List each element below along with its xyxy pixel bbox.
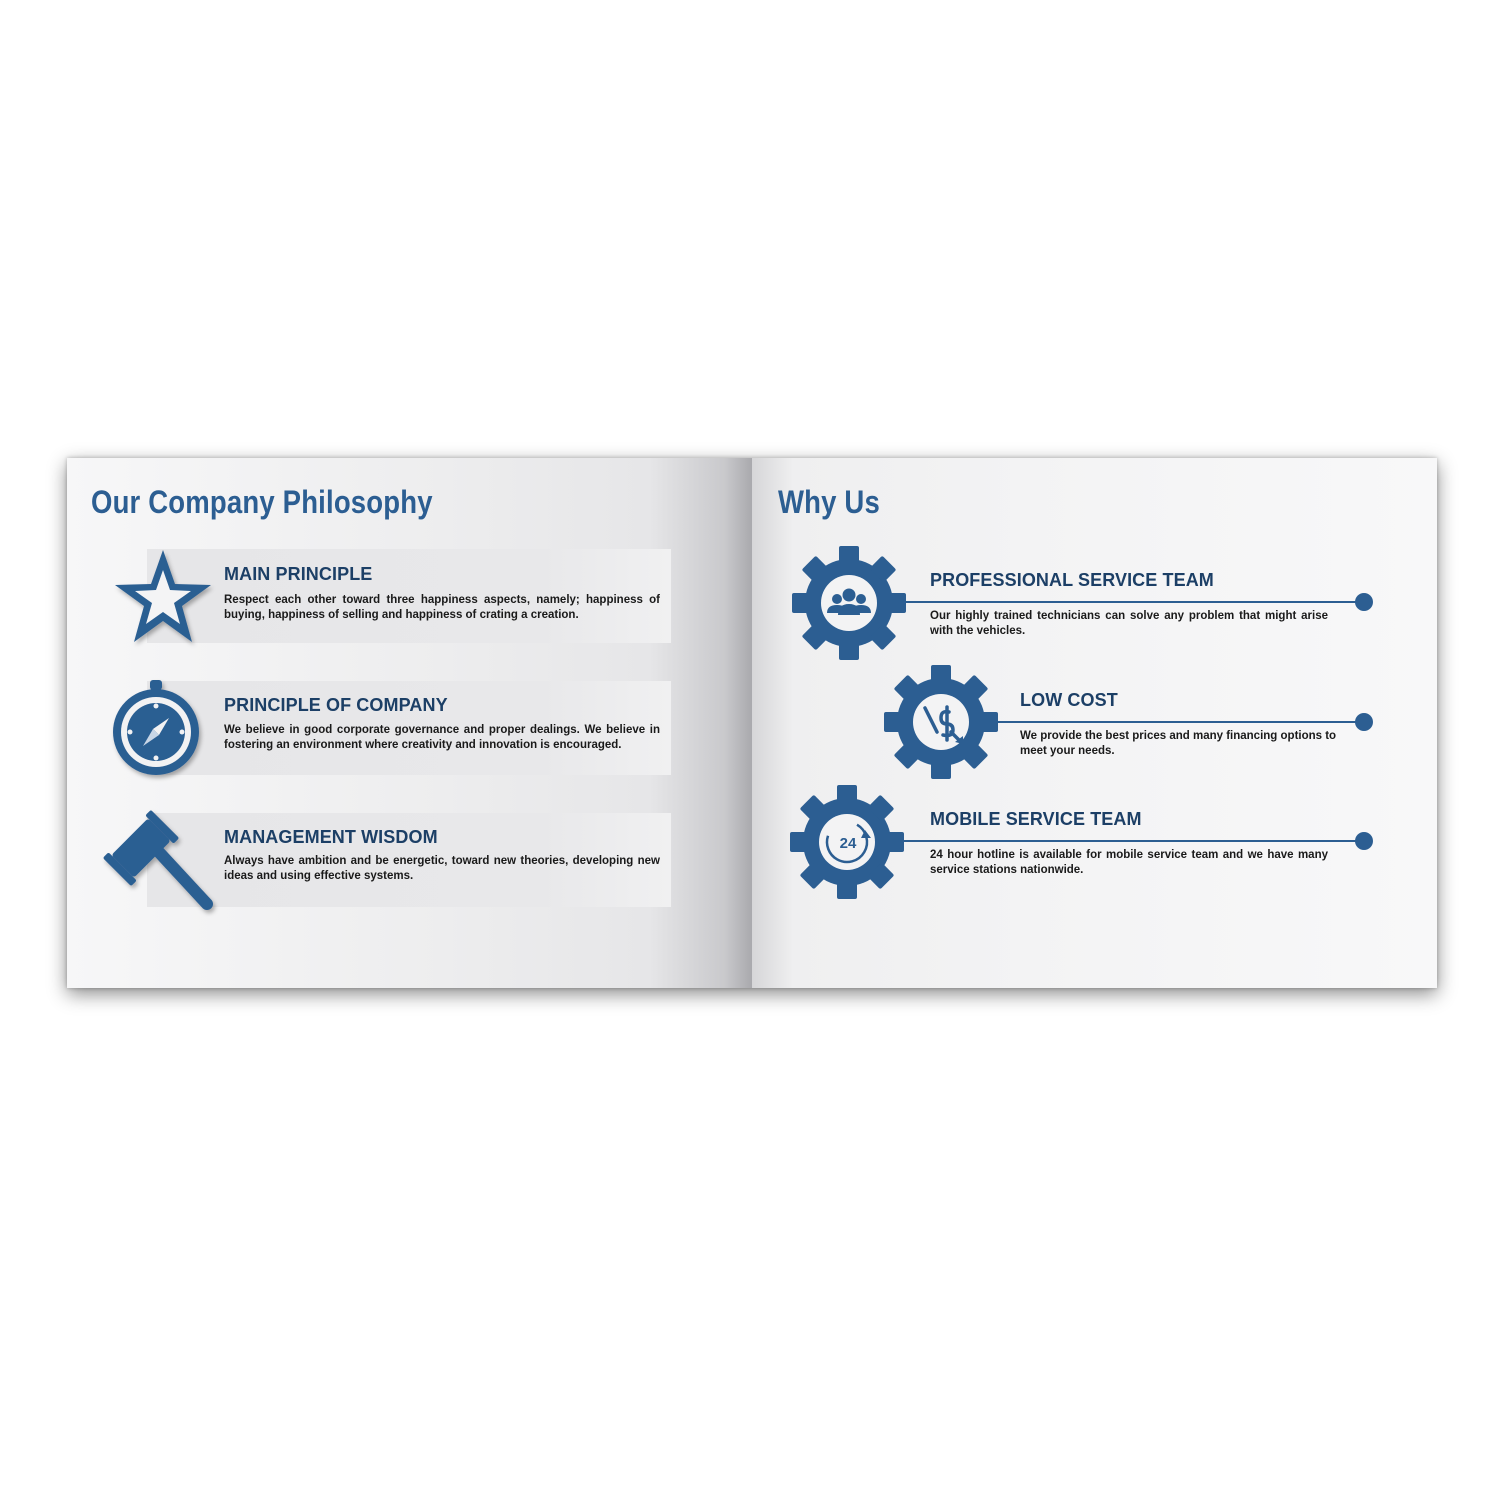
hotline-badge-text: 24 [839,835,857,852]
brochure-spread [67,458,1437,988]
item-title-professional-service-team: PROFESSIONAL SERVICE TEAM [930,570,1214,590]
team-gear-icon [792,546,906,660]
page-title-why-us: Why Us [778,484,880,520]
item-text-principle-of-company: We believe in good corporate governance and proper dealings. We believe in fostering an environment where creativity and innovation is encouraged. [224,724,660,751]
item-title-mobile-service-team: MOBILE SERVICE TEAM [930,809,1142,829]
connector-dot-3 [1355,832,1373,850]
compass-icon [111,680,203,780]
connector-line-2 [996,721,1364,723]
item-text-management-wisdom: Always have ambition and be energetic, toward new theories, developing new ideas and using effective systems. [224,855,660,882]
left-page [67,458,752,988]
item-title-main-principle: MAIN PRINCIPLE [224,564,373,584]
right-page [752,458,1437,988]
item-text-mobile-service-team: 24 hour hotline is available for mobile service team and we have many service stations nationwide. [930,849,1328,876]
item-text-professional-service-team: Our highly trained technicians can solve any problem that might arise with the vehicles. [930,610,1328,637]
connector-line-3 [900,840,1364,842]
cost-gear-icon [884,665,998,779]
star-icon [111,548,215,648]
page-title-philosophy: Our Company Philosophy [91,484,433,520]
connector-dot-1 [1355,593,1373,611]
item-text-main-principle: Respect each other toward three happiness aspects, namely; happiness of buying, happiness of selling and happiness of crating a creation. [224,594,660,621]
connector-line-1 [902,601,1364,603]
connector-dot-2 [1355,713,1373,731]
gavel-icon [111,810,221,912]
item-title-principle-of-company: PRINCIPLE OF COMPANY [224,695,448,715]
hotline-gear-icon [790,785,904,899]
item-title-low-cost: LOW COST [1020,690,1118,710]
item-text-low-cost: We provide the best prices and many financing options to meet your needs. [1020,730,1337,757]
item-title-management-wisdom: MANAGEMENT WISDOM [224,827,438,847]
